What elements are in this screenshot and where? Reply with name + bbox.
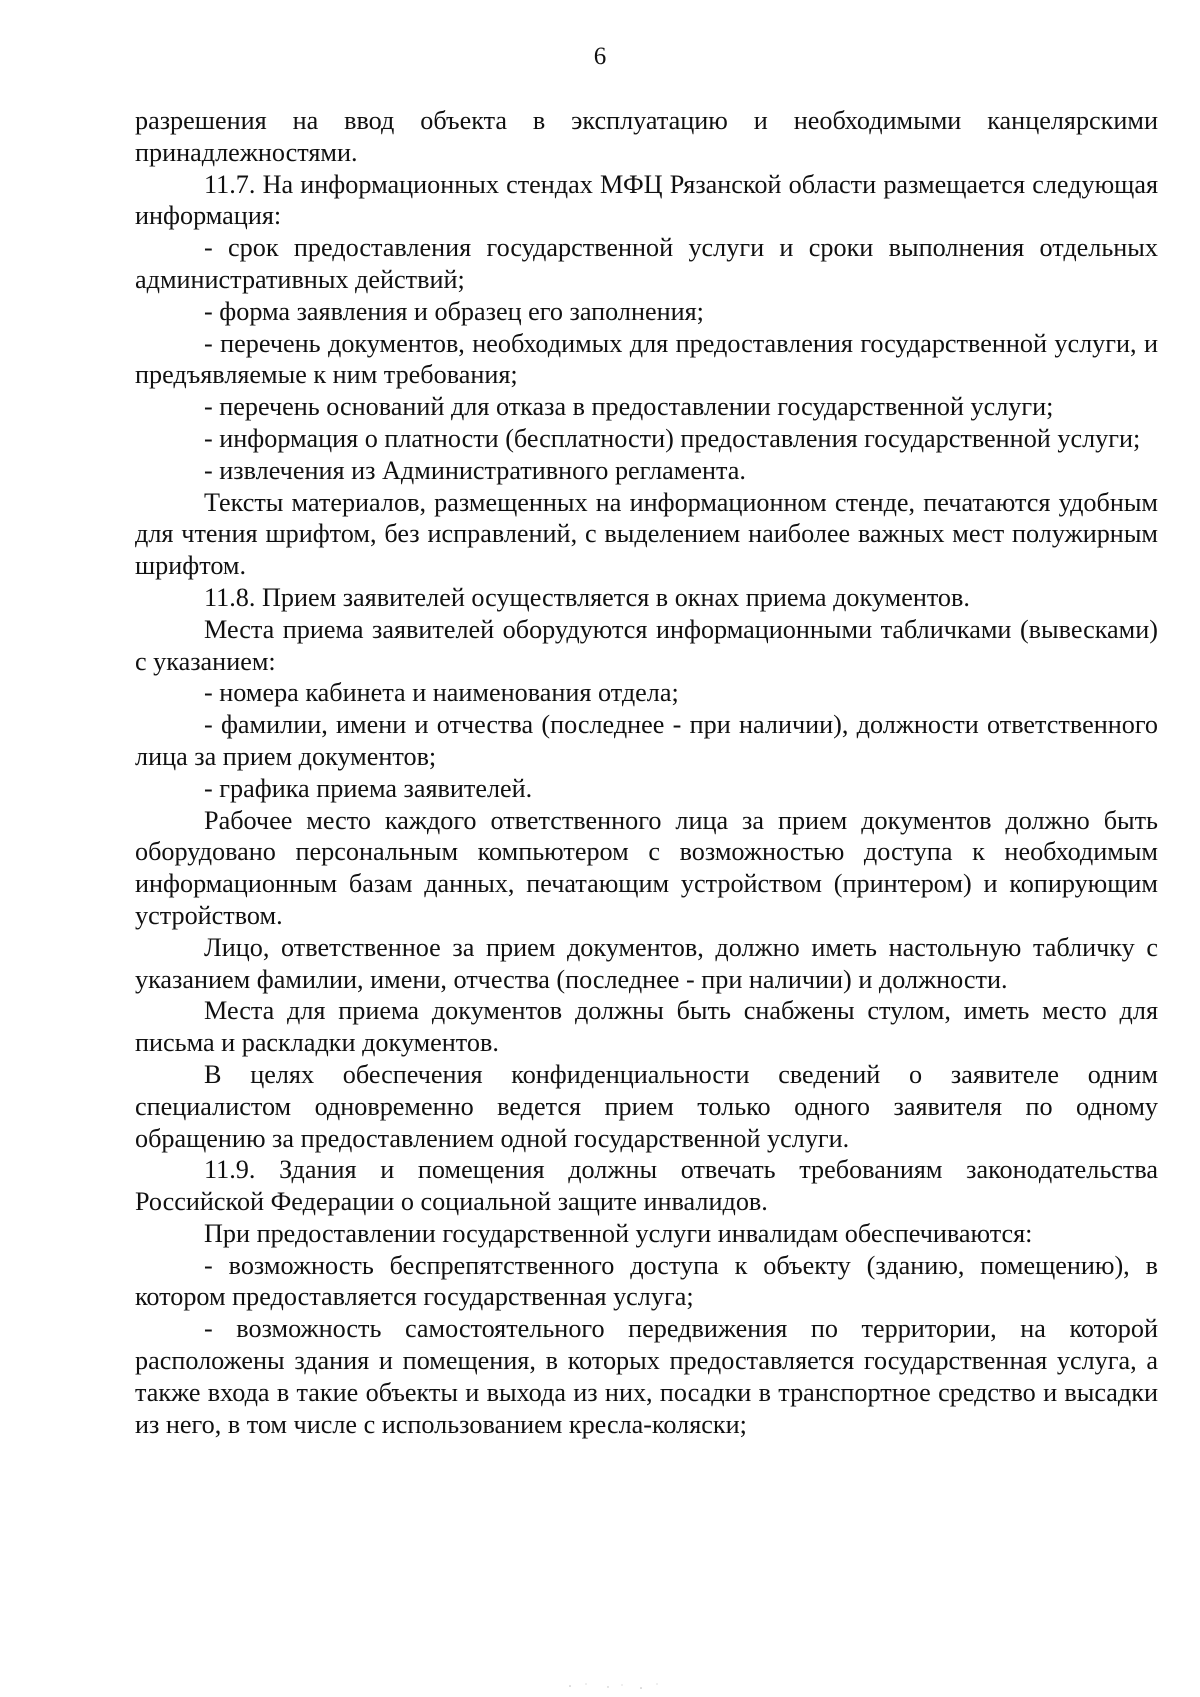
paragraph: Лицо, ответственное за прием документов, должно иметь настольную табличку с указанием фамилии, имени, отчества (последнее - при наличии) и должности. [135,932,1158,994]
list-item: - номера кабинета и наименования отдела; [204,678,679,708]
scan-noise [560,1680,680,1692]
list-item: - извлечения из Административного регламента. [204,455,746,485]
list-item: - фамилии, имени и отчества (последнее - при наличии), должности ответственного лица за прием документов; [135,710,1158,771]
list-item: - возможность беспрепятственного доступа к объекту (зданию, помещению), в котором предоставляется государственная услуга; [135,1250,1158,1312]
paragraph: 11.9. Здания и помещения должны отвечать требованиям законодательства Российской Федерации о социальной защите инвалидов. [135,1155,1158,1217]
paragraph: Места приема заявителей оборудуются информационными табличками (вывесками) с указанием: [135,614,1158,676]
list-item: - информация о платности (бесплатности) предоставления государственной услуги; [204,423,1141,453]
document-body [135,105,1158,1440]
list-item: - графика приема заявителей. [204,773,533,803]
paragraph: В целях обеспечения конфиденциальности сведений о заявителе одним специалистом одновременно ведется прием только одного заявителя по одному обращению за предоставлением одной государственной услуги. [135,1059,1158,1153]
list-item: - возможность самостоятельного передвижения по территории, на которой расположены здания и помещения, в которых предоставляется государственная услуга, а также входа в такие объекты и выхода из них, посадки в транспортное средство и высадки из него, в том числе с использованием кресла-коляски; [135,1314,1158,1439]
paragraph: разрешения на ввод объекта в эксплуатацию и необходимыми канцелярскими принадлежностями. [135,106,1158,167]
list-item: - перечень оснований для отказа в предоставлении государственной услуги; [204,392,1054,422]
paragraph: Тексты материалов, размещенных на информационном стенде, печатаются удобным для чтения шрифтом, без исправлений, с выделением наиболее важных мест полужирным шрифтом. [135,487,1158,581]
list-item: - форма заявления и образец его заполнения; [204,296,704,326]
paragraph: При предоставлении государственной услуги инвалидам обеспечиваются: [204,1218,1033,1248]
paragraph: 11.8. Прием заявителей осуществляется в окнах приема документов. [204,582,970,612]
list-item: - срок предоставления государственной услуги и сроки выполнения отдельных административных действий; [135,233,1158,294]
paragraph: 11.7. На информационных стендах МФЦ Рязанской области размещается следующая информация: [135,169,1158,231]
paragraph: Места для приема документов должны быть снабжены стулом, иметь место для письма и раскладки документов. [135,996,1158,1058]
paragraph: Рабочее место каждого ответственного лица за прием документов должно быть оборудовано персональным компьютером с возможностью доступа к необходимым информационным базам данных, печатающим устройством (принтером) и копирующим устройством. [135,805,1158,930]
page-number: 6 [593,43,607,70]
list-item: - перечень документов, необходимых для предоставления государственной услуги, и предъявляемые к ним требования; [135,328,1158,390]
